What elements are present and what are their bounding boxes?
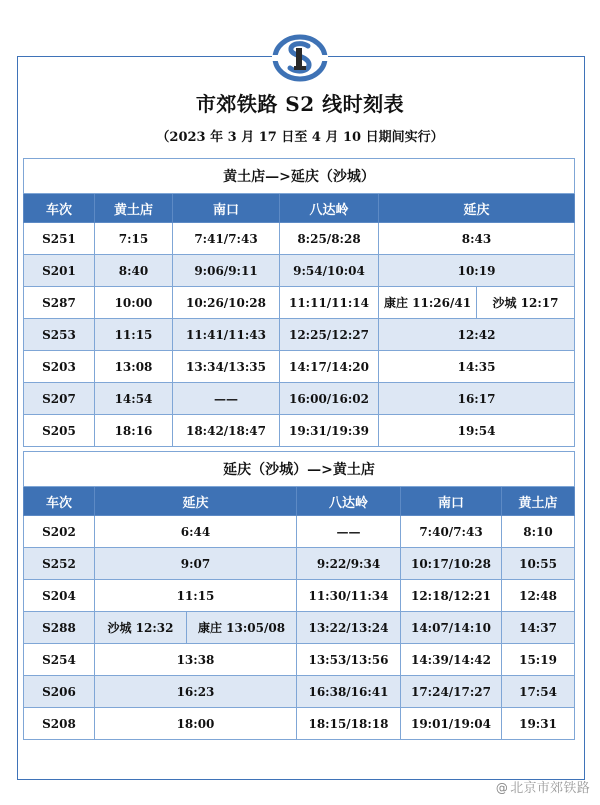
time-cell: 13:34/13:35 xyxy=(173,351,280,383)
time-cell: 10:19 xyxy=(379,255,575,287)
time-cell-kangzhuang: 康庄 11:26/41 xyxy=(379,287,477,319)
time-cell: 8:25/8:28 xyxy=(280,223,379,255)
time-cell: 12:25/12:27 xyxy=(280,319,379,351)
page-subtitle: （2023 年 3 月 17 日至 4 月 10 日期间实行） xyxy=(156,130,444,145)
time-cell: 13:22/13:24 xyxy=(297,612,401,644)
time-cell: 11:15 xyxy=(95,319,173,351)
time-cell: 18:16 xyxy=(95,415,173,447)
time-cell: 7:40/7:43 xyxy=(401,516,502,548)
table-row xyxy=(24,516,575,548)
train-number: S204 xyxy=(24,580,95,612)
train-number: S203 xyxy=(24,351,95,383)
time-cell: 8:40 xyxy=(95,255,173,287)
time-cell: 11:15 xyxy=(95,580,297,612)
time-cell: 9:07 xyxy=(95,548,297,580)
table-row xyxy=(24,580,575,612)
train-number: S254 xyxy=(24,644,95,676)
time-cell: 10:55 xyxy=(502,548,575,580)
train-number: S208 xyxy=(24,708,95,740)
time-cell-kangzhuang: 康庄 13:05/08 xyxy=(187,612,297,644)
time-cell: 10:26/10:28 xyxy=(173,287,280,319)
time-cell: 12:18/12:21 xyxy=(401,580,502,612)
table-row xyxy=(24,415,575,447)
time-cell: 14:37 xyxy=(502,612,575,644)
time-cell: 7:41/7:43 xyxy=(173,223,280,255)
time-cell: 14:17/14:20 xyxy=(280,351,379,383)
time-cell: 13:53/13:56 xyxy=(297,644,401,676)
time-cell: 16:23 xyxy=(95,676,297,708)
time-cell: 9:54/10:04 xyxy=(280,255,379,287)
time-cell: 13:08 xyxy=(95,351,173,383)
table-row xyxy=(24,708,575,740)
table-row xyxy=(24,255,575,287)
time-cell: —— xyxy=(173,383,280,415)
time-cell: 8:43 xyxy=(379,223,575,255)
column-header-station: 八达岭 xyxy=(280,194,379,223)
time-cell: 19:54 xyxy=(379,415,575,447)
time-cell: 16:17 xyxy=(379,383,575,415)
time-cell: 9:22/9:34 xyxy=(297,548,401,580)
time-cell: 14:07/14:10 xyxy=(401,612,502,644)
column-header-station: 延庆 xyxy=(379,194,575,223)
watermark-text: 北京市郊铁路 xyxy=(510,781,590,796)
column-header-train: 车次 xyxy=(24,194,95,223)
table-row xyxy=(24,548,575,580)
time-cell: 8:10 xyxy=(502,516,575,548)
time-cell: 13:38 xyxy=(95,644,297,676)
time-cell: 10:00 xyxy=(95,287,173,319)
train-number: S252 xyxy=(24,548,95,580)
page-title: 市郊铁路 S2 线时刻表 xyxy=(195,92,405,116)
train-number: S287 xyxy=(24,287,95,319)
table-row xyxy=(24,612,575,644)
time-cell: —— xyxy=(297,516,401,548)
table-row xyxy=(24,676,575,708)
time-cell: 11:30/11:34 xyxy=(297,580,401,612)
train-number: S288 xyxy=(24,612,95,644)
table-row xyxy=(24,287,575,319)
table-row xyxy=(24,351,575,383)
time-cell: 11:41/11:43 xyxy=(173,319,280,351)
train-number: S251 xyxy=(24,223,95,255)
time-cell: 14:39/14:42 xyxy=(401,644,502,676)
train-number: S253 xyxy=(24,319,95,351)
column-header-station: 延庆 xyxy=(95,487,297,516)
train-number: S202 xyxy=(24,516,95,548)
time-cell-shacheng: 沙城 12:32 xyxy=(95,612,187,644)
column-header-station: 黄土店 xyxy=(95,194,173,223)
watermark xyxy=(496,777,590,796)
time-cell: 9:06/9:11 xyxy=(173,255,280,287)
time-cell: 19:31 xyxy=(502,708,575,740)
table-row xyxy=(24,223,575,255)
train-number: S207 xyxy=(24,383,95,415)
timetable-inbound xyxy=(23,451,575,740)
time-cell: 18:15/18:18 xyxy=(297,708,401,740)
time-cell: 17:54 xyxy=(502,676,575,708)
column-header-station: 八达岭 xyxy=(297,487,401,516)
weibo-at-icon: @ xyxy=(495,781,509,795)
column-header-train: 车次 xyxy=(24,487,95,516)
s2-logo-icon xyxy=(272,34,328,82)
time-cell: 11:11/11:14 xyxy=(280,287,379,319)
train-number: S206 xyxy=(24,676,95,708)
table-row xyxy=(24,383,575,415)
time-cell: 18:00 xyxy=(95,708,297,740)
direction-heading: 黄土店—>延庆（沙城） xyxy=(24,159,575,194)
table-row xyxy=(24,319,575,351)
time-cell: 15:19 xyxy=(502,644,575,676)
time-cell-shacheng: 沙城 12:17 xyxy=(477,287,575,319)
time-cell: 14:35 xyxy=(379,351,575,383)
train-number: S205 xyxy=(24,415,95,447)
train-number: S201 xyxy=(24,255,95,287)
time-cell: 19:31/19:39 xyxy=(280,415,379,447)
column-header-station: 南口 xyxy=(173,194,280,223)
time-cell: 16:00/16:02 xyxy=(280,383,379,415)
time-cell: 16:38/16:41 xyxy=(297,676,401,708)
time-cell: 18:42/18:47 xyxy=(173,415,280,447)
table-row xyxy=(24,644,575,676)
time-cell: 14:54 xyxy=(95,383,173,415)
column-header-station: 黄土店 xyxy=(502,487,575,516)
time-cell: 7:15 xyxy=(95,223,173,255)
time-cell: 17:24/17:27 xyxy=(401,676,502,708)
timetable-outbound xyxy=(23,158,575,447)
time-cell: 6:44 xyxy=(95,516,297,548)
time-cell: 19:01/19:04 xyxy=(401,708,502,740)
column-header-station: 南口 xyxy=(401,487,502,516)
time-cell: 10:17/10:28 xyxy=(401,548,502,580)
direction-heading: 延庆（沙城）—>黄土店 xyxy=(24,452,575,487)
time-cell: 12:42 xyxy=(379,319,575,351)
time-cell: 12:48 xyxy=(502,580,575,612)
